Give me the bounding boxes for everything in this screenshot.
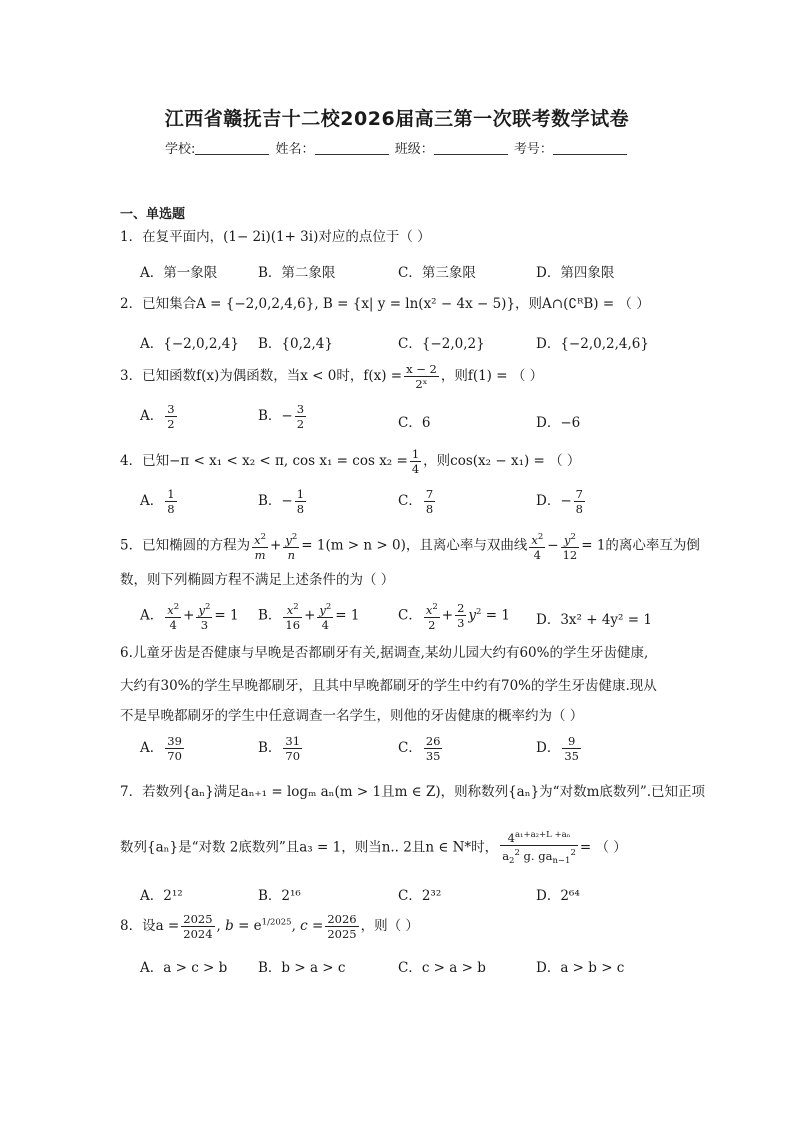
q2-option-d[interactable]: D．{−2,0,2,4,6} xyxy=(536,336,649,352)
q1-option-c[interactable]: C．第三象限 xyxy=(398,265,476,281)
section-heading: 一、单选题 xyxy=(120,207,186,222)
q6-c-label: C． xyxy=(398,740,422,756)
student-info-line xyxy=(165,138,629,157)
q5-a-label: A． xyxy=(140,607,164,624)
q4-d-fraction xyxy=(574,487,585,516)
q4-d-den: 8 xyxy=(575,502,583,516)
q4-c-num: 7 xyxy=(425,487,434,501)
q4-option-d[interactable] xyxy=(536,487,587,516)
q3-b-num: 3 xyxy=(296,402,305,416)
q6-d-num: 9 xyxy=(562,734,581,749)
q5-option-d[interactable]: D．3x² + 4y² = 1 xyxy=(536,612,652,628)
q3-fraction xyxy=(404,362,439,391)
q6-option-c[interactable] xyxy=(398,734,444,763)
q3-stem xyxy=(120,362,543,391)
q4-frac-den: 4 xyxy=(411,462,420,476)
q1-option-a[interactable]: A．第一象限 xyxy=(140,265,218,281)
q7-option-b[interactable]: B．2¹⁶ xyxy=(258,888,301,904)
class-label: 班级： xyxy=(394,142,434,157)
q7-option-d[interactable]: D．2⁶⁴ xyxy=(536,888,580,904)
q4-frac-num: 1 xyxy=(411,447,420,461)
q8-stem-pre: 8．设a = xyxy=(120,918,180,934)
q4-d-num: 7 xyxy=(575,487,583,501)
q5-option-b[interactable]: B． $\frac{x^2}{16}$ + $\frac{y^2}{4}$ = 1 xyxy=(258,602,360,632)
q7-option-a[interactable]: A．2¹² xyxy=(140,888,183,904)
q8-option-a[interactable]: A．a > c > b xyxy=(140,960,228,976)
q4-a-fraction xyxy=(165,487,176,516)
q8-option-c[interactable]: C．c > a > b xyxy=(398,960,486,976)
q6-option-b[interactable] xyxy=(258,734,304,763)
q2-stem: 2．已知集合A = {−2,0,2,4,6}, B = {x| y = ln(x² − 4x − 5)}，则A∩(∁ᴿB) = （ ） xyxy=(120,296,650,312)
q4-fraction xyxy=(410,447,421,476)
q8-stem: 8．设a = $\frac{2025}{2024}$ , $b = e^{1/2025}$, c = $\frac{2026}{2025}$ ，则（ ） xyxy=(120,912,419,941)
q4-a-den: 8 xyxy=(167,502,175,516)
q6-stem-line3: 不是早晚都刷牙的学生中任意调查一名学生，则他的牙齿健康的概率约为（ ） xyxy=(120,708,584,724)
q3-b-label: B．− xyxy=(258,408,293,424)
q4-stem-post: ，则cos(x₂ − x₁) = （ ） xyxy=(423,453,581,469)
q7-stem-line1: 7．若数列{aₙ}满足aₙ₊₁ = logₘ aₙ(m > 1且m ∈ Z)，则称数列{aₙ}为“对数m底数列”.已知正项 xyxy=(120,784,706,800)
q6-c-den: 35 xyxy=(425,749,441,763)
name-blank[interactable] xyxy=(315,142,389,155)
q2-option-a[interactable]: A．{−2,0,2,4} xyxy=(140,336,239,352)
q5-line1-post: = 1的离心率互为倒 xyxy=(581,537,700,554)
q6-stem-line1: 6.儿童牙齿是否健康与早晚是否都刷牙有关,据调查,某幼儿园大约有60%的学生牙齿健康, xyxy=(120,645,649,661)
q3-a-label: A． xyxy=(140,408,164,424)
q4-a-label: A． xyxy=(140,493,164,509)
q6-c-num: 26 xyxy=(425,734,441,748)
q7-option-c[interactable]: C．2³² xyxy=(398,888,442,904)
q3-b-den: 2 xyxy=(296,417,305,431)
q8-option-d[interactable]: D．a > b > c xyxy=(536,960,625,976)
q6-a-num: 39 xyxy=(167,734,182,748)
q4-b-den: 8 xyxy=(296,502,305,516)
q4-c-label: C． xyxy=(398,493,422,509)
q5-hyperbola-y-term: $\frac{y^2}{12}$ xyxy=(562,532,578,562)
q4-b-label: B．− xyxy=(258,493,293,509)
q4-stem-pre: 4．已知−π < x₁ < x₂ < π, cos x₁ = cos x₂ = xyxy=(120,453,408,469)
number-label: 考号： xyxy=(513,142,553,157)
q2-option-c[interactable]: C．{−2,0,2} xyxy=(398,336,485,352)
q4-b-num: 1 xyxy=(296,487,305,501)
q6-b-num: 31 xyxy=(285,734,301,748)
q6-stem-line2: 大约有30%的学生早晚都刷牙，且其中早晚都刷牙的学生中约有70%的学生牙齿健康.现从 xyxy=(120,678,657,694)
q5-stem-line2: 数，则下列椭圆方程不满足上述条件的为（ ） xyxy=(120,572,395,588)
q5-hyperbola-x-term: $\frac{x^2}{4}$ xyxy=(531,532,544,562)
number-blank[interactable] xyxy=(553,142,627,155)
q3-option-b[interactable] xyxy=(258,402,308,431)
q5-stem-line1: 5．已知椭圆的方程为 $\frac{x^2}{m}$ + $\frac{y^2}{n}$ = 1(m > n > 0)，且离心率与双曲线 $\frac{x^2}{4}$ − $\frac{y^2}{12}$ = 1的离心率互为倒 xyxy=(120,532,700,562)
q3-stem-pre: 3．已知函数f(x)为偶函数，当x < 0时，f(x) = xyxy=(120,368,403,384)
q4-option-c[interactable] xyxy=(398,487,437,516)
q3-a-num: 3 xyxy=(167,402,175,416)
q6-option-d[interactable] xyxy=(536,734,583,763)
q3-b-fraction xyxy=(295,402,306,431)
exam-title: 江西省赣抚吉十二校2026届高三第一次联考数学试卷 xyxy=(164,108,630,130)
q4-a-num: 1 xyxy=(167,487,175,501)
q5-option-a[interactable]: A． $\frac{x^2}{4}$ + $\frac{y^2}{3}$ = 1 xyxy=(140,602,239,632)
q8-option-b[interactable]: B．b > a > c xyxy=(258,960,346,976)
q6-a-label: A． xyxy=(140,740,164,756)
q6-a-den: 70 xyxy=(167,749,182,763)
q1-option-b[interactable]: B．第二象限 xyxy=(258,265,336,281)
q6-b-den: 70 xyxy=(285,749,301,763)
q5-c-label: C． xyxy=(398,607,422,624)
q3-frac-den: 2ˣ xyxy=(415,377,428,391)
q1-stem: 1．在复平面内，(1− 2i)(1+ 3i)对应的点位于（ ） xyxy=(120,229,431,245)
q3-option-c[interactable]: C．6 xyxy=(398,415,431,431)
q6-d-den: 35 xyxy=(564,749,579,763)
q5-b-label: B． xyxy=(258,607,282,624)
q8-stem-post: ，则（ ） xyxy=(360,918,419,934)
q5-option-c[interactable]: C． $\frac{x^2}{2}$ + $\frac{2}{3}$ $y^2 = 1$ xyxy=(398,601,510,632)
q3-frac-num: x − 2 xyxy=(406,362,437,376)
q5-ellipse-y-term: $\frac{y^2}{n}$ xyxy=(285,532,298,562)
q4-c-den: 8 xyxy=(425,502,434,516)
q3-a-fraction xyxy=(165,402,176,431)
q7-stem-line2 xyxy=(120,828,627,868)
q6-d-label: D． xyxy=(536,740,561,756)
q3-a-den: 2 xyxy=(167,417,175,431)
q5-line1-pre: 5．已知椭圆的方程为 xyxy=(120,537,251,554)
q6-option-a[interactable] xyxy=(140,734,186,763)
q1-option-d[interactable]: D．第四象限 xyxy=(536,265,615,281)
q7-fraction: $\frac{4^{a_1+a_2+L +a_n}}{a_2^2 g. ga_{n-1}^2}$ xyxy=(502,830,576,866)
q7-line2-pre: 数列{aₙ}是“对数 2底数列”且a₃ = 1，则当n.. 2且n ∈ N*时， xyxy=(120,839,499,856)
q4-option-a[interactable] xyxy=(140,487,179,516)
q3-option-d[interactable]: D．−6 xyxy=(536,415,581,431)
q4-c-fraction xyxy=(424,487,435,516)
q4-option-b[interactable] xyxy=(258,487,308,516)
q6-b-label: B． xyxy=(258,740,282,756)
q4-d-label: D．− xyxy=(536,493,572,509)
q4-b-fraction xyxy=(295,487,306,516)
class-blank[interactable] xyxy=(434,142,508,155)
q4-stem xyxy=(120,447,580,476)
q5-line1-mid: = 1(m > n > 0)，且离心率与双曲线 xyxy=(301,537,528,554)
q7-line2-post: = （ ） xyxy=(579,839,627,856)
q3-stem-post: ，则f(1) = （ ） xyxy=(440,368,544,384)
school-blank[interactable] xyxy=(195,142,269,155)
school-label: 学校: xyxy=(165,142,196,157)
q5-ellipse-x-term: $\frac{x^2}{m}$ xyxy=(254,532,267,562)
name-label: 姓名： xyxy=(275,142,315,157)
q2-option-b[interactable]: B．{0,2,4} xyxy=(258,336,333,352)
q3-option-a[interactable] xyxy=(140,402,179,431)
